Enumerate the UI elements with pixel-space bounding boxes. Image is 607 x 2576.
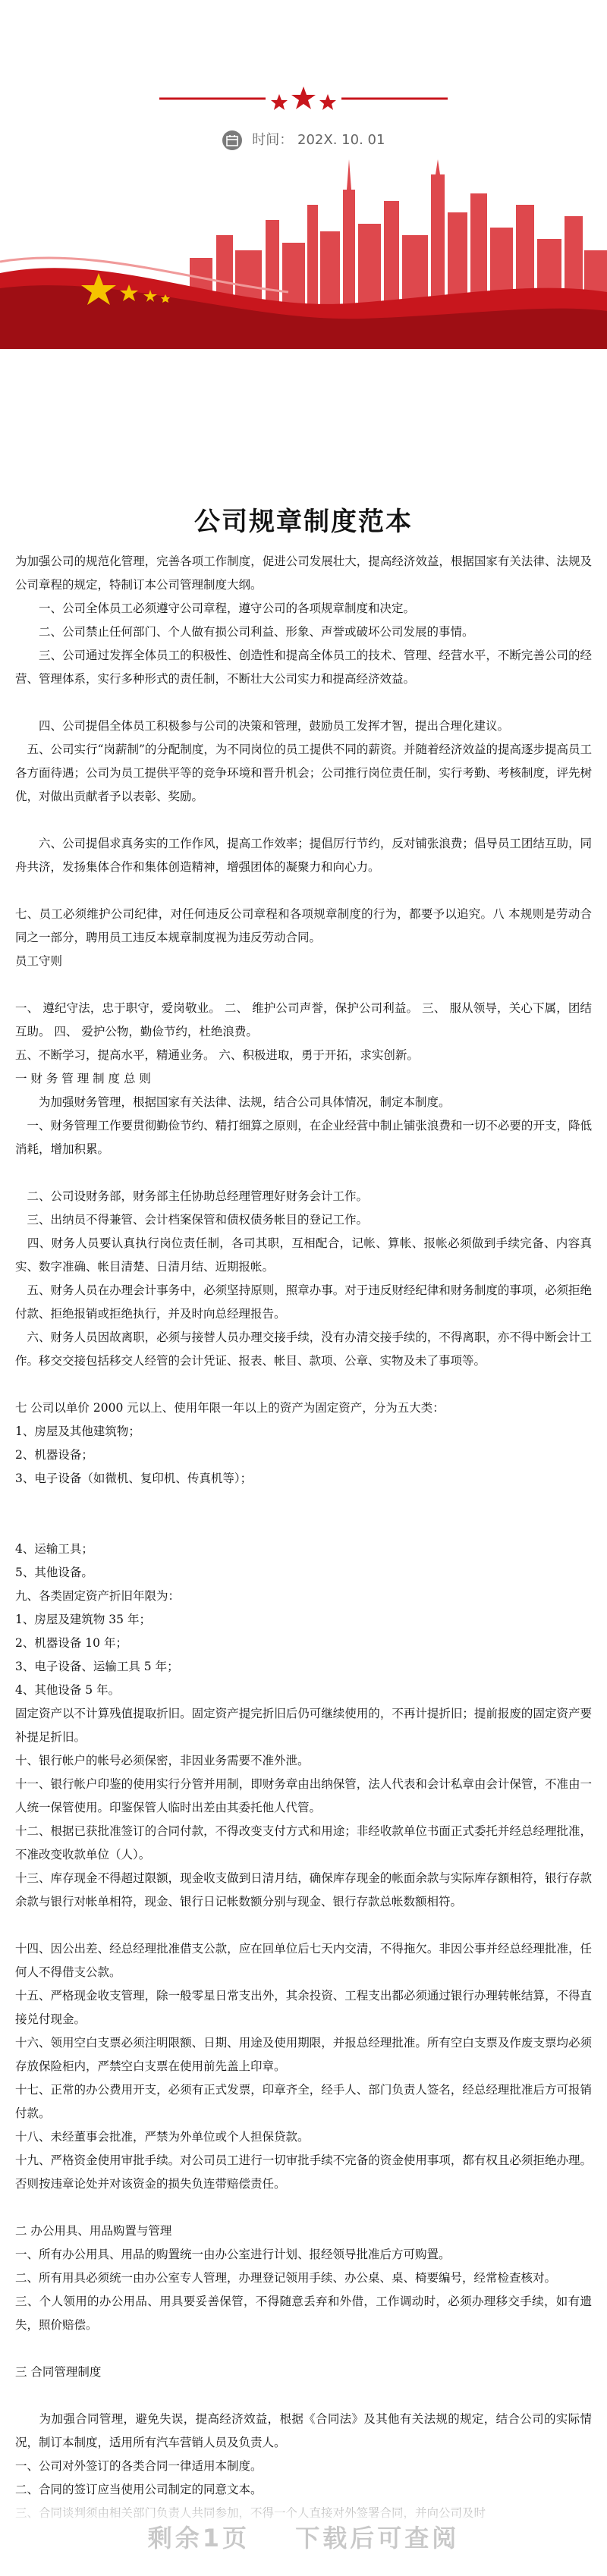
paragraph: 一 财 务 管 理 制 度 总 则 (15, 1072, 151, 1085)
paragraph-spacer (15, 2337, 592, 2361)
paragraph: 二、合同的签订应当使用公司制定的同意文本。 (15, 2483, 263, 2496)
paragraph: 三、出纳员不得兼管、会计档案保管和债权债务帐目的登记工作。 (15, 1213, 369, 1227)
paragraph: 十五、严格现金收支管理，除一般零星日常支出外，其余投资、工程支出都必须通过银行办理转帐结算，不得直接兑付现金。 (15, 1989, 592, 2026)
paragraph: 1、房屋及建筑物 35 年； (15, 1613, 151, 1626)
paragraph: 二、公司禁止任何部门、个人做有损公司利益、形象、声誉或破坏公司发展的事情。 (15, 625, 474, 639)
paragraph: 一、公司对外签订的各类合同一律适用本制度。 (15, 2459, 263, 2473)
paragraph: 3、电子设备（如微机、复印机、传真机等）； (15, 1472, 253, 1485)
paragraph: 七、员工必须维护公司纪律，对任何违反公司章程和各项规章制度的行为，都要予以追究。八 本规则是劳动合同之一部分，聘用员工违反本规章制度视为违反劳动合同。 (15, 907, 592, 944)
paragraph: 3、电子设备、运输工具 5 年； (15, 1660, 179, 1673)
star-icon (291, 86, 316, 109)
paragraph: 固定资产以不计算残值提取折旧。固定资产提完折旧后仍可继续使用的，不再计提折旧；提前报废的固定资产要补提足折旧。 (15, 1707, 592, 1744)
paragraph: 2、机器设备 10 年； (15, 1636, 127, 1650)
paragraph: 2、机器设备； (15, 1448, 93, 1462)
paragraph: 五、公司实行“岗薪制”的分配制度，为不同岗位的员工提供不同的薪资。并随着经济效益的提高逐步提高员工各方面待遇；公司为员工提供平等的竞争环境和晋升机会；公司推行岗位责任制，实行考勤、考核制度，评先树优，对做出贡献者予以表彰、奖励。 (15, 743, 592, 803)
header-banner (0, 0, 607, 357)
paragraph: 四、财务人员要认真执行岗位责任制，各司其职，互相配合，记帐、算帐、报帐必须做到手续完备、内容真实、数字准确、帐目清楚、日清月结、近期报帐。 (15, 1236, 592, 1274)
paragraph: 二、所有用具必须统一由办公室专人管理，办理登记领用手续、办公桌、桌、椅要编号，经常检查核对。 (15, 2271, 557, 2285)
paragraph: 三、公司通过发挥全体员工的积极性、创造性和提高全体员工的技术、管理、经营水平，不断完善公司的经营、管理体系，实行多种形式的责任制，不断壮大公司实力和提高经济效益。 (15, 649, 592, 686)
paragraph: 六、财务人员因故离职，必须与接替人员办理交接手续，没有办清交接手续的，不得离职，亦不得中断会计工作。移交交接包括移交人经管的会计凭证、报表、帐目、款项、公章、实物及未了事项等。 (15, 1330, 592, 1368)
paragraph: 一、 遵纪守法，忠于职守，爱岗敬业。 二、 维护公司声誉，保护公司利益。 三、 服从领导，关心下属，团结互助。 四、 爱护公物，勤俭节约，杜绝浪费。 (15, 1001, 592, 1038)
paragraph: 员工守则 (15, 954, 63, 968)
paragraph: 十二、根据已获批准签订的合同付款，不得改变支付方式和用途；非经收款单位书面正式委托并经总经理批准，不准改变收款单位（人）。 (15, 1824, 592, 1861)
paragraph: 十四、因公出差、经总经理批准借支公款，应在回单位后七天内交清，不得拖欠。非因公事并经总经理批准，任何人不得借支公款。 (15, 1942, 592, 1979)
paragraph-spacer (15, 1914, 592, 1937)
paragraph-spacer (15, 1514, 592, 1538)
paragraph: 一、所有办公用具、用品的购置统一由办公室进行计划、报经领导批准后方可购置。 (15, 2248, 451, 2261)
paragraph: 五、不断学习，提高水平，精通业务。 六、积极进取，勇于开拓，求实创新。 (15, 1048, 419, 1062)
download-to-view-text[interactable]: 下载后可查阅 (295, 2524, 460, 2552)
paragraph: 为加强财务管理，根据国家有关法律、法规，结合公司具体情况，制定本制度。 (15, 1095, 451, 1109)
download-prompt[interactable] (0, 2500, 607, 2576)
remaining-pages-text: 剩余1页 (147, 2524, 250, 2552)
time-value: 202X. 10. 01 (297, 132, 385, 148)
paragraph: 十七、正常的办公费用开支，必须有正式发票，印章齐全，经手人、部门负责人签名，经总经理批准后方可报销付款。 (15, 2083, 592, 2120)
paragraph: 七 公司以单价 2000 元以上、使用年限一年以上的资产为固定资产，分为五大类： (15, 1401, 445, 1415)
paragraph: 三、个人领用的办公用品、用具要妥善保管，不得随意丢弃和外借，工作调动时，必须办理移交手续，如有遗失，照价赔偿。 (15, 2295, 592, 2332)
paragraph: 三 合同管理制度 (15, 2365, 102, 2379)
paragraph: 5、其他设备。 (15, 1566, 93, 1579)
paragraph-spacer (15, 1491, 592, 1514)
paragraph: 二 办公用具、用品购置与管理 (15, 2224, 172, 2238)
star-icon (319, 94, 336, 110)
paragraph: 四、公司提倡全体员工积极参与公司的决策和管理，鼓励员工发挥才智，提出合理化建议。 (15, 719, 510, 733)
decorative-stars (0, 83, 607, 114)
paragraph: 五、财务人员在办理会计事务中，必须坚持原则，照章办事。对于违反财经纪律和财务制度的事项，必须拒绝付款、拒绝报销或拒绝执行，并及时向总经理报告。 (15, 1283, 592, 1321)
paragraph: 4、其他设备 5 年。 (15, 1683, 121, 1697)
paragraph-spacer (15, 691, 592, 715)
paragraph-spacer (15, 1373, 592, 1396)
paragraph: 1、房屋及其他建筑物； (15, 1425, 140, 1438)
paragraph: 十一、银行帐户印鉴的使用实行分管并用制，即财务章由出纳保管，法人代表和会计私章由会计保管，不准由一人统一保管使用。印鉴保管人临时出差由其委托他人代管。 (15, 1777, 592, 1814)
paragraph: 十六、领用空白支票必须注明限额、日期、用途及使用期限，并报总经理批准。所有空白支票及作废支票均必须存放保险柜内，严禁空白支票在使用前先盖上印章。 (15, 2036, 592, 2073)
paragraph: 二、公司设财务部，财务部主任协助总经理管理好财务会计工作。 (15, 1189, 369, 1203)
paragraph: 一、公司全体员工必须遵守公司章程，遵守公司的各项规章制度和决定。 (15, 602, 416, 615)
paragraph: 九、各类固定资产折旧年限为： (15, 1589, 181, 1603)
paragraph-spacer (15, 2196, 592, 2219)
document-title: 公司规章制度范本 (194, 507, 413, 537)
calendar-icon (222, 130, 242, 150)
publish-time (0, 129, 607, 150)
paragraph-spacer (15, 879, 592, 903)
paragraph: 4、运输工具； (15, 1542, 93, 1556)
city-skyline-banner (0, 159, 607, 349)
paragraph: 十九、严格资金使用审批手续。对公司员工进行一切审批手续不完备的资金使用事项，都有权且必须拒绝办理。否则按违章论处并对该资金的损失负连带赔偿责任。 (15, 2153, 592, 2191)
paragraph: 六、公司提倡求真务实的工作作风，提高工作效率；提倡厉行节约，反对铺张浪费；倡导员工团结互助，同舟共济，发扬集体合作和集体创造精神，增强团体的凝聚力和向心力。 (15, 837, 592, 874)
paragraph-spacer (15, 1161, 592, 1185)
paragraph-spacer (15, 2384, 592, 2408)
paragraph-spacer (15, 973, 592, 997)
paragraph: 为加强合同管理，避免失误，提高经济效益，根据《合同法》及其他有关法规的规定，结合公司的实际情况，制订本制度，适用所有汽车营销人员及负责人。 (15, 2412, 592, 2449)
paragraph: 十、银行帐户的帐号必须保密，非因业务需要不准外泄。 (15, 1754, 310, 1767)
time-label: 时间： (252, 132, 294, 148)
paragraph: 一、财务管理工作要贯彻勤俭节约、精打细算之原则，在企业经营中制止铺张浪费和一切不必要的开支，降低消耗，增加积累。 (15, 1119, 592, 1156)
paragraph-spacer (15, 809, 592, 832)
document-body (15, 550, 592, 2525)
paragraph: 十三、库存现金不得超过限额，现金收支做到日清月结，确保库存现金的帐面余款与实际库存额相符，银行存款余款与银行对帐单相符，现金、银行日记帐数额分别与现金、银行存款总帐数额相符。 (15, 1871, 592, 1908)
paragraph: 十八、未经董事会批准，严禁为外单位或个人担保贷款。 (15, 2130, 310, 2144)
paragraph: 为加强公司的规范化管理，完善各项工作制度，促进公司发展壮大，提高经济效益，根据国家有关法律、法规及公司章程的规定，特制订本公司管理制度大纲。 (15, 554, 592, 592)
star-icon (271, 94, 288, 110)
